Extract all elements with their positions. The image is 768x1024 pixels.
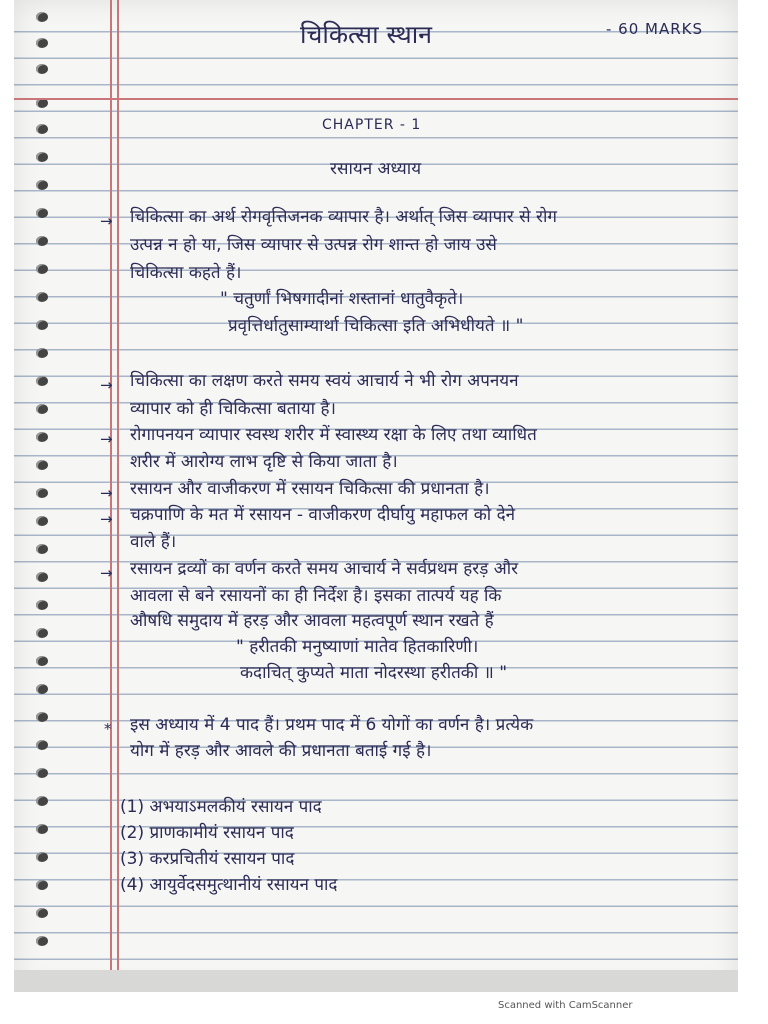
marks-label: - 60 MARKS <box>606 20 704 38</box>
para2-line2: व्यापार को ही चिकित्सा बताया है। <box>130 399 336 419</box>
page-bottom-edge <box>14 970 738 992</box>
para5-line1: चक्रपाणि के मत में रसायन - वाजीकरण दीर्घायु महाफल को देने <box>130 505 516 525</box>
para6-line2: आवला से बने रसायनों का ही निर्देश है। इसका तात्पर्य यह कि <box>130 586 502 606</box>
para3-line1: रोगापनयन व्यापार स्वस्थ शरीर में स्वास्थ्य रक्षा के लिए तथा व्याधित <box>130 425 537 445</box>
para4-line1: रसायन और वाजीकरण में रसायन चिकित्सा की प्रधानता है। <box>130 479 490 499</box>
pada-item: (4) आयुर्वेदसमुत्थानीयं रसायन पाद <box>120 875 338 895</box>
para1-line3: चिकित्सा कहते हैं। <box>130 263 242 283</box>
bullet-arrow: → <box>100 564 113 582</box>
chapter-label: CHAPTER - 1 <box>322 117 422 133</box>
para1-line1: चिकित्सा का अर्थ रोगवृत्तिजनक व्यापार है। अर्थात् जिस व्यापार से रोग <box>130 207 557 227</box>
notebook-page <box>14 0 738 992</box>
para6-line3: औषधि समुदाय में हरड़ और आवला महत्वपूर्ण स्थान रखते हैं <box>130 611 494 631</box>
para5-line2: वाले हैं। <box>130 532 177 552</box>
para3-line2: शरीर में आरोग्य लाभ दृष्टि से किया जाता है। <box>130 452 398 472</box>
pada-item: (3) करप्रचितीयं रसायन पाद <box>120 849 295 869</box>
para7-line2: योग में हरड़ और आवले की प्रधानता बताई गई है। <box>130 741 432 761</box>
quote2-line1: " हरीतकी मनुष्याणां मातेव हितकारिणी। <box>236 637 479 657</box>
bullet-arrow: → <box>100 376 113 394</box>
para6-line1: रसायन द्रव्यों का वर्णन करते समय आचार्य ने सर्वप्रथम हरड़ और <box>130 559 519 579</box>
para7-line1: इस अध्याय में 4 पाद हैं। प्रथम पाद में 6 योगों का वर्णन है। प्रत्येक <box>130 715 534 735</box>
pada-item: (2) प्राणकामीयं रसायन पाद <box>120 823 294 843</box>
pada-item: (1) अभयाऽमलकीयं रसायन पाद <box>120 797 322 817</box>
quote2-line2: कदाचित् कुप्यते माता नोदरस्था हरीतकी ॥ " <box>240 663 508 683</box>
top-margin-rule <box>14 98 738 100</box>
bullet-arrow: → <box>100 484 113 502</box>
bullet-arrow: → <box>100 510 113 528</box>
page-title: चिकित्सा स्थान <box>300 20 433 49</box>
margin-line-right <box>117 0 119 992</box>
quote1-line1: " चतुर्णां भिषगादीनां शस्तानां धातुवैकृते। <box>220 289 464 309</box>
star-marker: * <box>104 720 112 738</box>
chapter-subtitle: रसायन अध्याय <box>330 159 422 179</box>
para1-line2: उत्पन्न न हो या, जिस व्यापार से उत्पन्न रोग शान्त हो जाय उसे <box>130 235 497 255</box>
quote1-line2: प्रवृत्तिर्धातुसाम्यार्था चिकित्सा इति अभिधीयते ॥ " <box>228 316 524 336</box>
para2-line1: चिकित्सा का लक्षण करते समय स्वयं आचार्य ने भी रोग अपनयन <box>130 371 519 391</box>
scanner-watermark: Scanned with CamScanner <box>498 1000 633 1011</box>
bullet-arrow: → <box>100 430 113 448</box>
spiral-binding <box>14 0 54 992</box>
bullet-arrow: → <box>100 212 113 230</box>
